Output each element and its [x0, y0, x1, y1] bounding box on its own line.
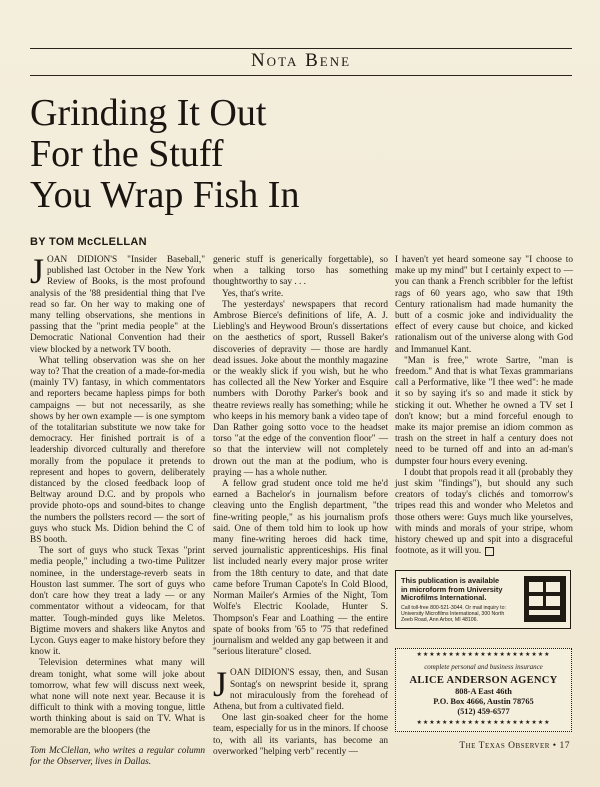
paragraph: A fellow grad student once told me he'd earned a Bachelor's in journalism before cleaving unto the English department, "the fine-writing people," as his journalism profs said. One of them told him to look up how many fine-writing heroes did hack time, served journalistic apprenticeships. His final list included nearly every major prose writer from the 18th century to date, and that date came before Truman Capote's In Cold Blood, Norman Mailer's Armies of the Night, Tom Wolfe's Electric Koolade, Hunter S. Thompson's Fear and Loathing — the entire spate of books from '65 to '75 that redefined journalism and welded any gap between it and "serious literature" closed. [213, 479, 388, 658]
paragraph: "Man is free," wrote Sartre, "man is freedom." And that is what Texas grammarians call a Performative, like "I thee wed": he made it so by saying it's so and made it stick by sticking it out. Whether he owned a TV set I don't know; but a mind forceful enough to make its major premise an idiom common as trash on the street in half a century does not need to be turned off and into an ad-man's dumpster four hours every evening. [395, 355, 573, 467]
headline-line: For the Stuff [30, 133, 224, 175]
first-paragraph [30, 251, 205, 356]
second-section-paragraph [213, 664, 388, 713]
microfilm-notice-box [395, 570, 571, 629]
notice-line: in microform from University [401, 584, 503, 594]
ad-agency-name: ALICE ANDERSON AGENCY [409, 675, 558, 686]
notice-small-line: Zeeb Road, Ann Arbor, MI 48106. [401, 617, 478, 624]
article-column-2 [213, 255, 388, 758]
paragraph: One last gin-soaked cheer for the home team, especially for us in the minors. If choose to, with all its variants, has become an overworked "helping verb" recently — [213, 713, 388, 757]
headline-line: Grinding It Out [30, 92, 267, 134]
drop-cap: J [30, 251, 45, 291]
microfilm-logo-icon [524, 576, 566, 622]
headline-line: You Wrap Fish In [30, 174, 300, 216]
ad-address-line: P.O. Box 4666, Austin 78765 [433, 697, 534, 706]
byline: BY TOM McCLELLAN [30, 236, 147, 248]
paragraph [395, 468, 573, 558]
notice-small-line: Call toll-free 800-521-3044. Or mail inquiry to: [401, 604, 506, 611]
paragraph: I haven't yet heard someone say "I choose to make up my mind" but I certainly expect to — you can thank a French scribbler for the leftist rags of 60 years ago, who saw that 19th Century rationalism had made humanity the butt of a cosmic joke and individuality the effect of every cause but choice, and kicked rationalism out of the universe along with God and Immanuel Kant. [395, 255, 573, 355]
paragraph: Yes, that's write. [222, 288, 284, 299]
paragraph: What telling observation was she on her way to? That the creation of a made-for-media (mainly TV) fantasy, in which commentators and reporters became hapless pimps for both campaigns — but not necessarily, as she shows by her own example — is one symptom of the totalitarian substitute we now take for democracy. Her finished portrait is of a leadership divorced culturally and therefore morally from the populace it pretends to represent and hopes to govern, deliberately distanced by the closed feedback loop of Beltway around D.C. and by propols who provide photo-ops and sound-bites to change the numbers the pollsters record — the sort of guys who stuck Ms. Didion behind the C of BS booth. [30, 355, 205, 546]
ad-phone: (512) 459-6577 [457, 707, 510, 716]
notice-line: Microfilms International. [401, 593, 487, 603]
headline [30, 93, 430, 216]
microfilm-notice-text [401, 577, 521, 623]
paragraph: The sort of guys who stuck Texas "print media people," including a two-time Pulitzer nominee, in the understage-reverb seats in Houston last summer. The sort of guys who don't care how they treat a lady — or any commentator without a videocam, for that matter. Tough-minded guys like Meletos. Bigtime movers and shakers like Anytos and Lycon. Guys eager to make history before they know it. [30, 546, 205, 658]
drop-cap: J [213, 664, 228, 705]
article-column-3 [395, 255, 573, 557]
star-border-bottom: ★★★★★★★★★★★★★★★★★★★★★ [416, 720, 551, 726]
section-top-rule [30, 48, 572, 49]
paragraph-text: OAN DIDION'S "Insider Baseball," published last October in the New York Review of Books, is the most profound analysis of the '88 presidential thing that I've read so far. On her way to making one of many telling observations, she mentions in passing that the "print media people" at the Democratic National Convention had their view blocked by a network TV booth. [30, 255, 205, 355]
insurance-ad-box [395, 648, 572, 732]
paragraph: generic stuff is generically forgettable), so when a talking torso has something thoughtworthy to say . . . [213, 255, 388, 288]
article-column-1 [30, 251, 205, 768]
star-border-top: ★★★★★★★★★★★★★★★★★★★★★ [416, 652, 551, 658]
section-header: Nota Bene [250, 50, 352, 71]
notice-small-line: University Microfilms International, 300 North [401, 610, 505, 617]
page-footer: The Texas Observer • 17 [459, 741, 570, 751]
section-bottom-rule [30, 75, 572, 76]
notice-line: This publication is available [401, 576, 500, 585]
paragraph-text: I doubt that propols read it all (probably they just skim "findings"), but should any such creators of today's clichés and tomorrow's tripes read this and wonder who Meletos and those others were: Guys much like yourselves, with minds and morals of your stripe, whom history chewed up and spit into a disgraceful footnote, as it will you. [395, 467, 573, 557]
paragraph: Television determines what many will dream tonight, what some will joke about tomorrow, what few will discuss next week, what none will note next year. Because it is difficult to think with a moving tongue, little worth thinking about is said on TV. What is memorable are the bloopers (the [30, 658, 205, 736]
ad-tagline: complete personal and business insurance [424, 663, 543, 671]
end-mark-icon [485, 547, 494, 556]
paragraph: The yesterdays' newspapers that record Ambrose Bierce's definitions of life, A. J. Liebling's and Heywood Broun's dissertations on the aesthetics of sport, Russell Baker's discoveries of depravity — those are hardly dead issues. Joke about the monthly magazine or the weakly slick if you wish, but he who has collected all the New Yorker and Esquire numbers with Dorothy Parker's book and theatre reviews really has something; while he who keeps in his memory bank a video tape of Dan Rather going sotto voce to the headset torso "at the edge of the convention floor" — so that the interview will not completely drown out the man at the podium, who is praying — has a whole nuther. [213, 299, 388, 478]
author-tagline: Tom McClellan, who writes a regular column for the Observer, lives in Dallas. [30, 745, 205, 767]
ad-address-line: 808-A East 46th [455, 687, 512, 696]
paragraph-text: OAN DIDION'S essay, then, and Susan Sontag's on newsprint beside it, sprang not miraculously from the forehead of Athena, but from a cultivated field. [213, 668, 388, 712]
